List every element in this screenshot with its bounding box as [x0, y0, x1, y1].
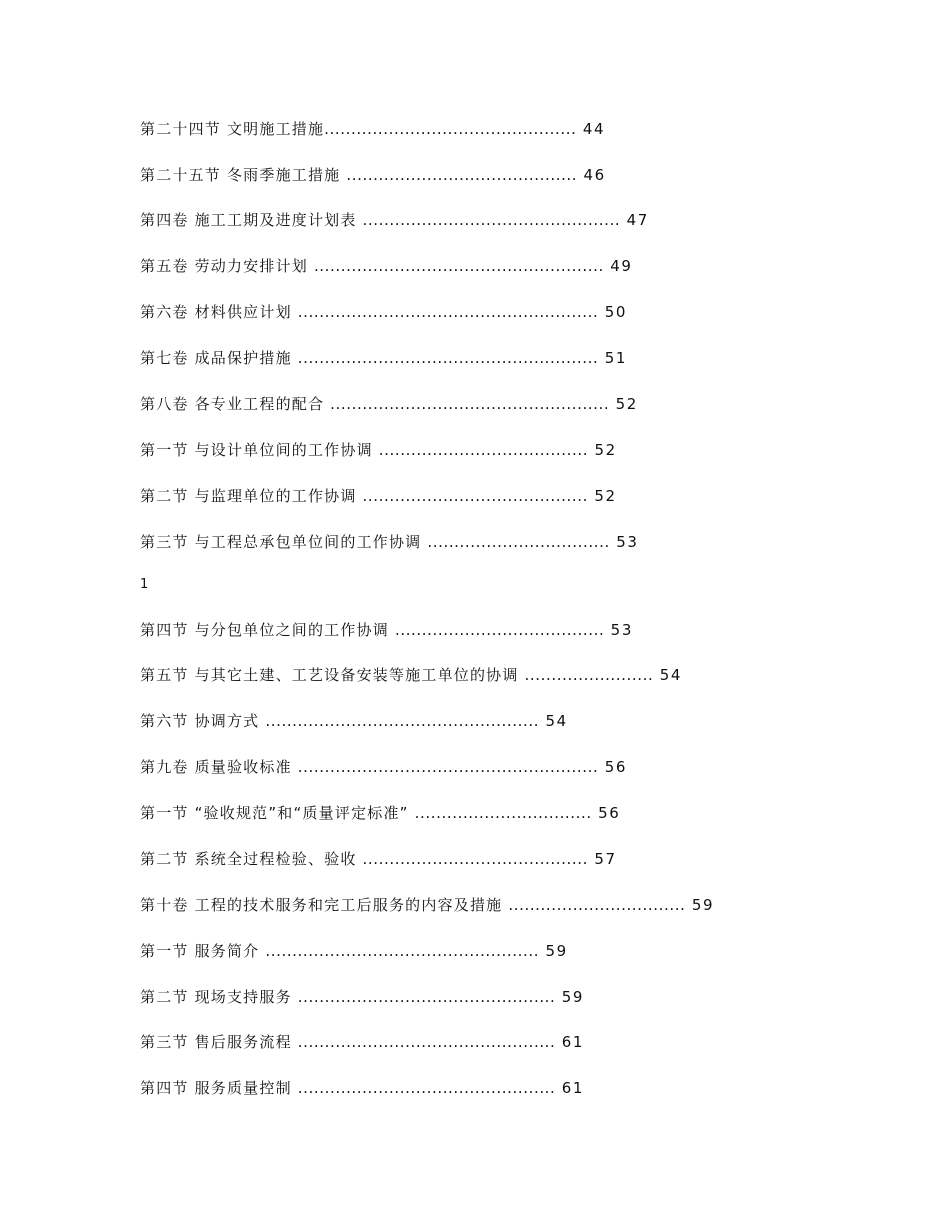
toc-entry: [140, 484, 617, 508]
toc-entry-leader: ........................................................: [297, 349, 599, 367]
toc-entry-title: 第四节 与分包单位之间的工作协调: [140, 621, 395, 639]
toc-entry-leader: ................................................: [297, 1079, 556, 1097]
toc-entry-leader: .................................: [414, 804, 592, 822]
toc-entry-leader: ...........................................: [346, 166, 578, 184]
toc-entry-leader: ..................................: [427, 533, 610, 551]
toc-entry-page: 61: [555, 1079, 585, 1097]
toc-entry-leader: .......................................: [378, 441, 589, 459]
toc-entry: [140, 438, 617, 462]
toc-entry-leader: ..........................................: [362, 487, 589, 505]
toc-entry-title: 第三节 售后服务流程: [140, 1033, 298, 1051]
toc-entry: [140, 300, 627, 324]
toc-entry-title: 第四节 服务质量控制: [140, 1079, 298, 1097]
toc-entry-leader: ................................................: [297, 1033, 556, 1051]
toc-entry-page: 53: [609, 533, 639, 551]
toc-entry: [140, 117, 605, 141]
toc-entry-page: 46: [577, 166, 606, 184]
toc-entry: [140, 755, 627, 779]
toc-entry-page: 52: [588, 441, 617, 459]
toc-entry-leader: ..........................................: [362, 850, 589, 868]
toc-entry-title: 第一节 与设计单位间的工作协调: [140, 441, 379, 459]
toc-entry: [140, 663, 682, 687]
toc-entry: [140, 208, 649, 232]
toc-entry-title: 第六节 协调方式: [140, 712, 266, 730]
toc-entry-page: 52: [609, 395, 638, 413]
toc-entry-page: 57: [588, 850, 617, 868]
toc-entry-title: 第一节 “验收规范”和“质量评定标准”: [140, 804, 415, 822]
toc-entry-page: 50: [598, 303, 628, 321]
toc-entry-page: 61: [555, 1033, 585, 1051]
toc-entry-leader: .......................................: [394, 621, 605, 639]
toc-entry-title: 第三节 与工程总承包单位间的工作协调: [140, 533, 428, 551]
toc-entry-page: 54: [539, 712, 568, 730]
toc-entry: [140, 346, 627, 370]
toc-entry-leader: ...................................................: [265, 942, 540, 960]
toc-entry-title: 第五节 与其它土建、工艺设备安装等施工单位的协调: [140, 666, 525, 684]
toc-entry-title: 第二节 现场支持服务: [140, 988, 298, 1006]
toc-entry-title: 第十卷 工程的技术服务和完工后服务的内容及措施: [140, 896, 509, 914]
toc-entry-leader: ........................................................: [297, 303, 599, 321]
toc-entry-leader: ...................................................: [265, 712, 540, 730]
toc-entry-page: 59: [685, 896, 715, 914]
toc-entry-leader: ................................................: [362, 211, 621, 229]
toc-entry-title: 第五卷 劳动力安排计划: [140, 257, 314, 275]
toc-entry: [140, 163, 606, 187]
toc-entry-leader: ........................................................: [297, 758, 599, 776]
toc-entry-title: 第二节 与监理单位的工作协调: [140, 487, 363, 505]
toc-entry: [140, 1076, 584, 1100]
toc-entry: [140, 893, 714, 917]
toc-entry-page: 44: [576, 120, 606, 138]
toc-entry: [140, 254, 632, 278]
toc-entry-page: 54: [653, 666, 683, 684]
toc-entry-title: 第九卷 质量验收标准: [140, 758, 298, 776]
toc-entry-page: 56: [591, 804, 621, 822]
toc-entry-leader: ........................: [524, 666, 654, 684]
toc-entry: [140, 1030, 584, 1054]
toc-entry: [140, 985, 584, 1009]
toc-entry-page: 49: [603, 257, 633, 275]
toc-entry: [140, 709, 568, 733]
toc-entry-page: 52: [588, 487, 617, 505]
toc-entry-title: 第一节 服务简介: [140, 942, 266, 960]
toc-entry-page: 59: [539, 942, 568, 960]
toc-entry-page: 53: [604, 621, 633, 639]
toc-entry-title: 第八卷 各专业工程的配合: [140, 395, 331, 413]
toc-entry: [140, 530, 639, 554]
toc-entry: [140, 392, 638, 416]
toc-entry-leader: ................................................: [297, 988, 556, 1006]
toc-entry: [140, 939, 568, 963]
toc-entry-title: 第二节 系统全过程检验、验收: [140, 850, 363, 868]
toc-entry-page: 47: [620, 211, 649, 229]
toc-entry-leader: .................................: [508, 896, 686, 914]
toc-entry-page: 56: [598, 758, 628, 776]
toc-entry: [140, 801, 620, 825]
toc-entry: [140, 847, 617, 871]
page-number-marker: 1: [140, 577, 149, 592]
toc-entry-leader: ...............................................: [324, 120, 577, 138]
toc-entry-title: 第四卷 施工工期及进度计划表: [140, 211, 363, 229]
toc-entry-page: 59: [555, 988, 585, 1006]
toc-entry-title: 第六卷 材料供应计划: [140, 303, 298, 321]
toc-entry-leader: ......................................................: [313, 257, 604, 275]
toc-entry-leader: ....................................................: [330, 395, 610, 413]
toc-entry-title: 第二十四节 文明施工措施: [140, 120, 325, 138]
toc-entry-title: 第二十五节 冬雨季施工措施: [140, 166, 347, 184]
toc-entry-page: 51: [598, 349, 628, 367]
toc-entry-title: 第七卷 成品保护措施: [140, 349, 298, 367]
toc-entry: [140, 618, 633, 642]
